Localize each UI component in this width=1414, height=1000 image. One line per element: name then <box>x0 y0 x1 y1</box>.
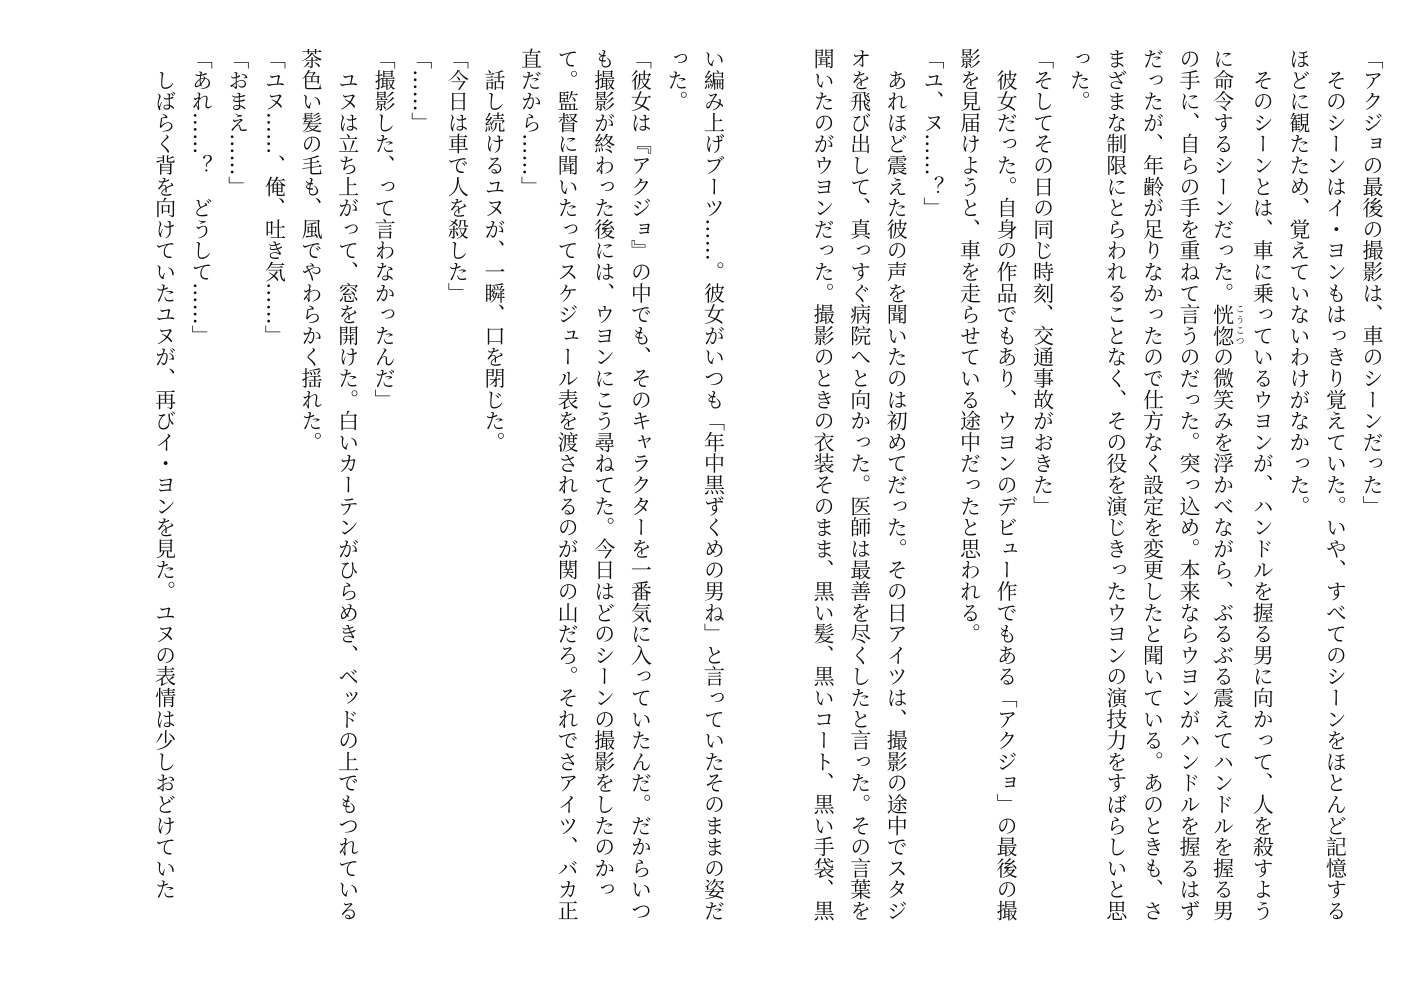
text-line: あれほど震えた彼の声を聞いたのは初めてだった。その日アイツは、撮影の途中でスタジ <box>884 48 909 922</box>
text-line: も撮影が終わった後には、ウヨンにこう尋ねてた。今日はどのシーンの撮影をしたのかっ <box>591 48 616 900</box>
text-line: 直だから……」 <box>518 48 543 198</box>
block-gap <box>732 48 805 968</box>
text-line: そのシーンとは、車に乗っているウヨンが、ハンドルを握る男に向かって、人を殺すよう <box>1250 48 1275 922</box>
text-line: 話し続けるユヌが、一瞬、口を閉じた。 <box>481 48 506 453</box>
text-line: 「おまえ……」 <box>225 48 250 198</box>
text-line: ユヌは立ち上がって、窓を開けた。白いカーテンがひらめき、ベッドの上でもつれている <box>335 48 360 922</box>
text-line: った。 <box>664 48 689 112</box>
text-line: 「……」 <box>408 48 433 134</box>
text-segment: みを浮かべながら、ぶるぶる震えてハンドルを握る男 <box>1210 410 1235 922</box>
text-line: の手に、自らの手を重ねて言うのだった。突っ込め。本来ならウヨンがハンドルを握るはず <box>1177 48 1202 922</box>
text-line: 彼女だった。自身の作品でもあり、ウヨンのデビュー作でもある「アクジョ」の最後の撮 <box>994 48 1019 922</box>
text-line: 影を見届けようと、車を走らせている途中だったと思われる。 <box>957 48 982 645</box>
text-line: オを飛び出して、真っすぐ病院へと向かった。医師は最善を尽くしたと言った。その言葉を <box>847 48 872 922</box>
text-line: 聞いたのがウヨンだった。撮影のときの衣装そのまま、黒い髪、黒いコート、黒い手袋、黒 <box>811 48 836 922</box>
text-line: い編み上げブーツ……。彼女がいつも「年中黒ずくめの男ね」と言っていたそのままの姿だ <box>701 48 726 922</box>
text-line: だったが、年齢が足りなかったので仕方なく設定を変更したと聞いている。あのときも、さ <box>1140 48 1165 922</box>
text-line: 茶色い髪の毛も、風でやわらかく揺れた。 <box>298 48 323 453</box>
ruby-base: 恍惚 <box>1210 303 1235 347</box>
text-segment: に命令するシーンだった。 <box>1210 48 1235 304</box>
text-line: 「ユ、ヌ……？」 <box>920 48 945 219</box>
text-line: しばらく背を向けていたユヌが、再びイ・ヨンを見た。ユヌの表情は少しおどけていた <box>152 48 177 900</box>
ruby-word <box>1210 303 1244 347</box>
text-line: ほどに観たため、覚えていないわけがなかった。 <box>1286 48 1311 517</box>
text-line: 「あれ……？ どうして……」 <box>189 48 214 347</box>
text-line: った。 <box>1067 48 1092 112</box>
text-line: 「彼女は『アクジョ』の中でも、そのキャラクターを一番気に入っていたんだ。だからいつ <box>628 48 653 922</box>
text-line: まざまな制限にとらわれることなく、その役を演じきったウヨンの演技力をすばらしいと思 <box>1103 48 1128 922</box>
text-line: 「撮影した、って言わなかったんだ」 <box>372 48 397 411</box>
vertical-text-columns <box>24 48 1390 968</box>
text-line: て。監督に聞いたってスケジュール表を渡されるのが関の山だろ。それでさアイツ、バカ正 <box>555 48 580 922</box>
text-line: そのシーンはイ・ヨンもはっきり覚えていた。いや、すべてのシーンをほとんど記憶する <box>1323 48 1348 922</box>
text-line: 「アクジョの最後の撮影は、車のシーンだった」 <box>1360 48 1384 517</box>
text-segment: の微笑 <box>1210 346 1235 411</box>
text-line: 「そしてその日の同じ時刻、交通事故がおきた」 <box>1030 48 1055 517</box>
text-line: 「ユヌ……、俺、吐き気……」 <box>262 48 287 347</box>
ruby-reading: こうこつ <box>1233 303 1244 347</box>
text-line-with-ruby <box>1207 48 1244 968</box>
text-line: 「今日は車で人を殺した」 <box>445 48 470 304</box>
